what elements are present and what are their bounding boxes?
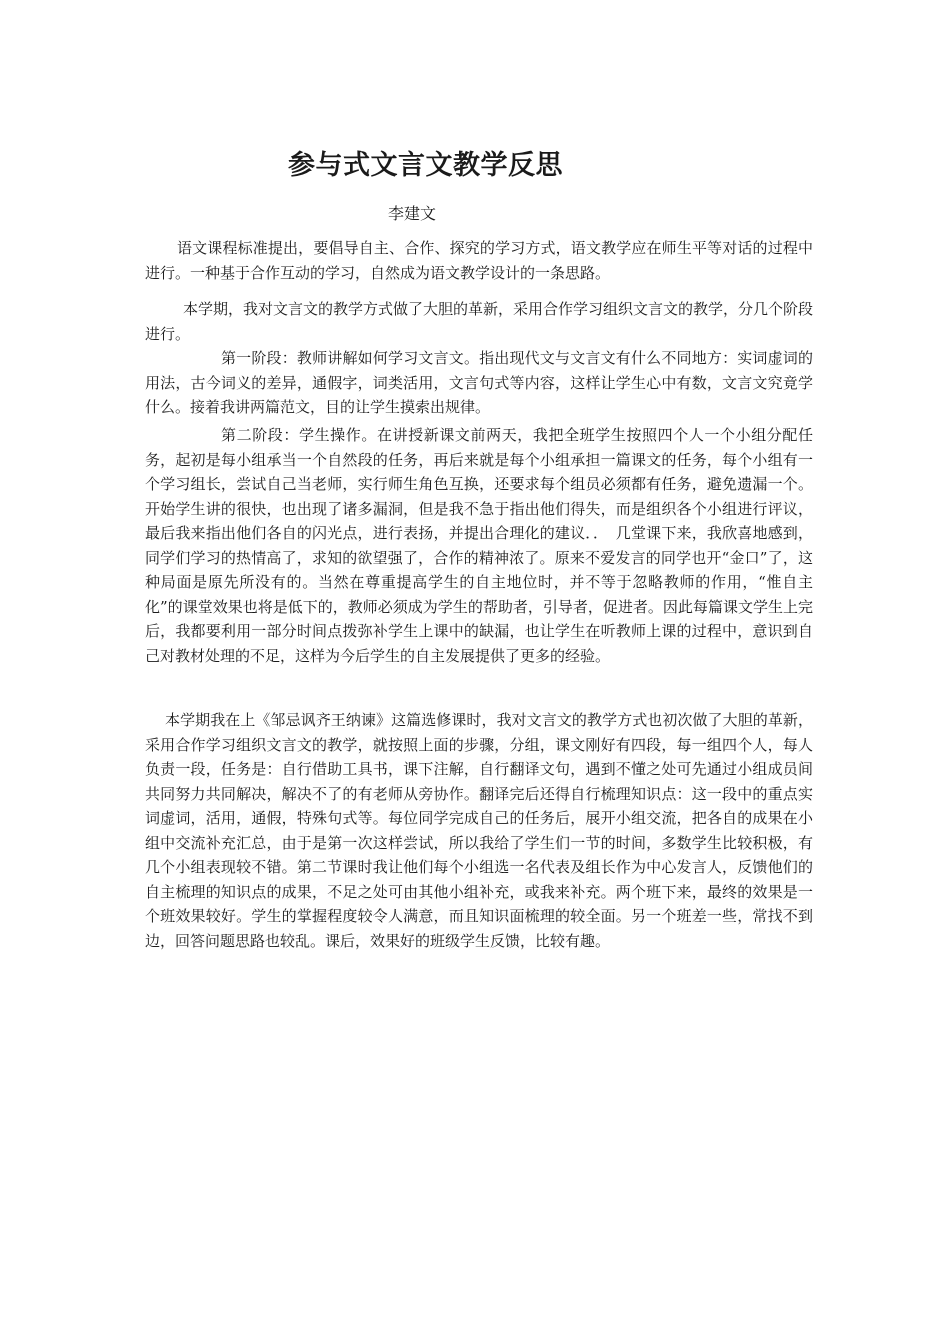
paragraph-stage-one: 第一阶段：教师讲解如何学习文言文。指出现代文与文言文有什么不同地方：实词虚词的用法，古今词义的差异，通假字，词类活用，文言句式等内容，这样让学生心中有数，文言文究竟学什么。接着我讲两篇范文，目的让学生摸索出规律。 <box>145 349 813 416</box>
document-author: 李建文 <box>388 204 437 223</box>
paragraph-overview: 本学期，我对文言文的教学方式做了大胆的革新，采用合作学习组织文言文的教学，分几个阶段进行。 <box>145 300 814 343</box>
paragraph-intro: 语文课程标准提出，要倡导自主、合作、探究的学习方式，语文教学应在师生平等对话的过程中进行。一种基于合作互动的学习，自然成为语文教学设计的一条思路。 <box>145 239 813 282</box>
paragraph-case-study: 本学期我在上《邹忌讽齐王纳谏》这篇选修课时，我对文言文的教学方式也初次做了大胆的革新，采用合作学习组织文言文的教学，就按照上面的步骤，分组，课文刚好有四段，每一组四个人，每人负责一段，任务是：自行借助工具书，课下注解，自行翻译文句，遇到不懂之处可先通过小组成员间共同努力共同解决，解决不了的有老师从旁协作。翻译完后还得自行梳理知识点：这一段中的重点实词虚词，活用，通假，特殊句式等。每位同学完成自己的任务后，展开小组交流，把各自的成果在小组中交流补充汇总，由于是第一次这样尝试，所以我给了学生们一节的时间，多数学生比较积极，有几个小组表现较不错。第二节课时我让他们每个小组选一名代表及组长作为中心发言人，反馈他们的自主梳理的知识点的成果，不足之处可由其他小组补充，或我来补充。两个班下来，最终的效果是一个班效果较好。学生的掌握程度较令人满意，而且知识面梳理的较全面。另一个班差一些，常找不到边，回答问题思路也较乱。课后，效果好的班级学生反馈，比较有趣。 <box>145 711 813 950</box>
paragraph-stage-two: 第二阶段：学生操作。在讲授新课文前两天，我把全班学生按照四个人一个小组分配任务，起初是每小组承当一个自然段的任务，再后来就是每个小组承担一篇课文的任务，每个小组有一个学习组长，尝试自己当老师，实行师生角色互换，还要求每个组员必须都有任务，避免遗漏一个。开始学生讲的很快，也出现了诸多漏洞，但是我不急于指出他们得失，而是组织各个小组进行评议，最后我来指出他们各自的闪光点，进行表扬，并提出合理化的建议．． 几堂课下来，我欣喜地感到，同学们学习的热情高了，求知的欲望强了，合作的精神浓了。原来不爱发言的同学也开“金口”了，这种局面是原先所没有的。当然在尊重提高学生的自主地位时，并不等于忽略教师的作用，“惟自主化”的课堂效果也将是低下的，教师必须成为学生的帮助者，引导者，促进者。因此每篇课文学生上完后，我都要利用一部分时间点拨弥补学生上课中的缺漏，也让学生在听教师上课的过程中，意识到自己对教材处理的不足，这样为今后学生的自主发展提供了更多的经验。 <box>145 426 813 665</box>
document-title: 参与式文言文教学反思 <box>288 150 563 181</box>
